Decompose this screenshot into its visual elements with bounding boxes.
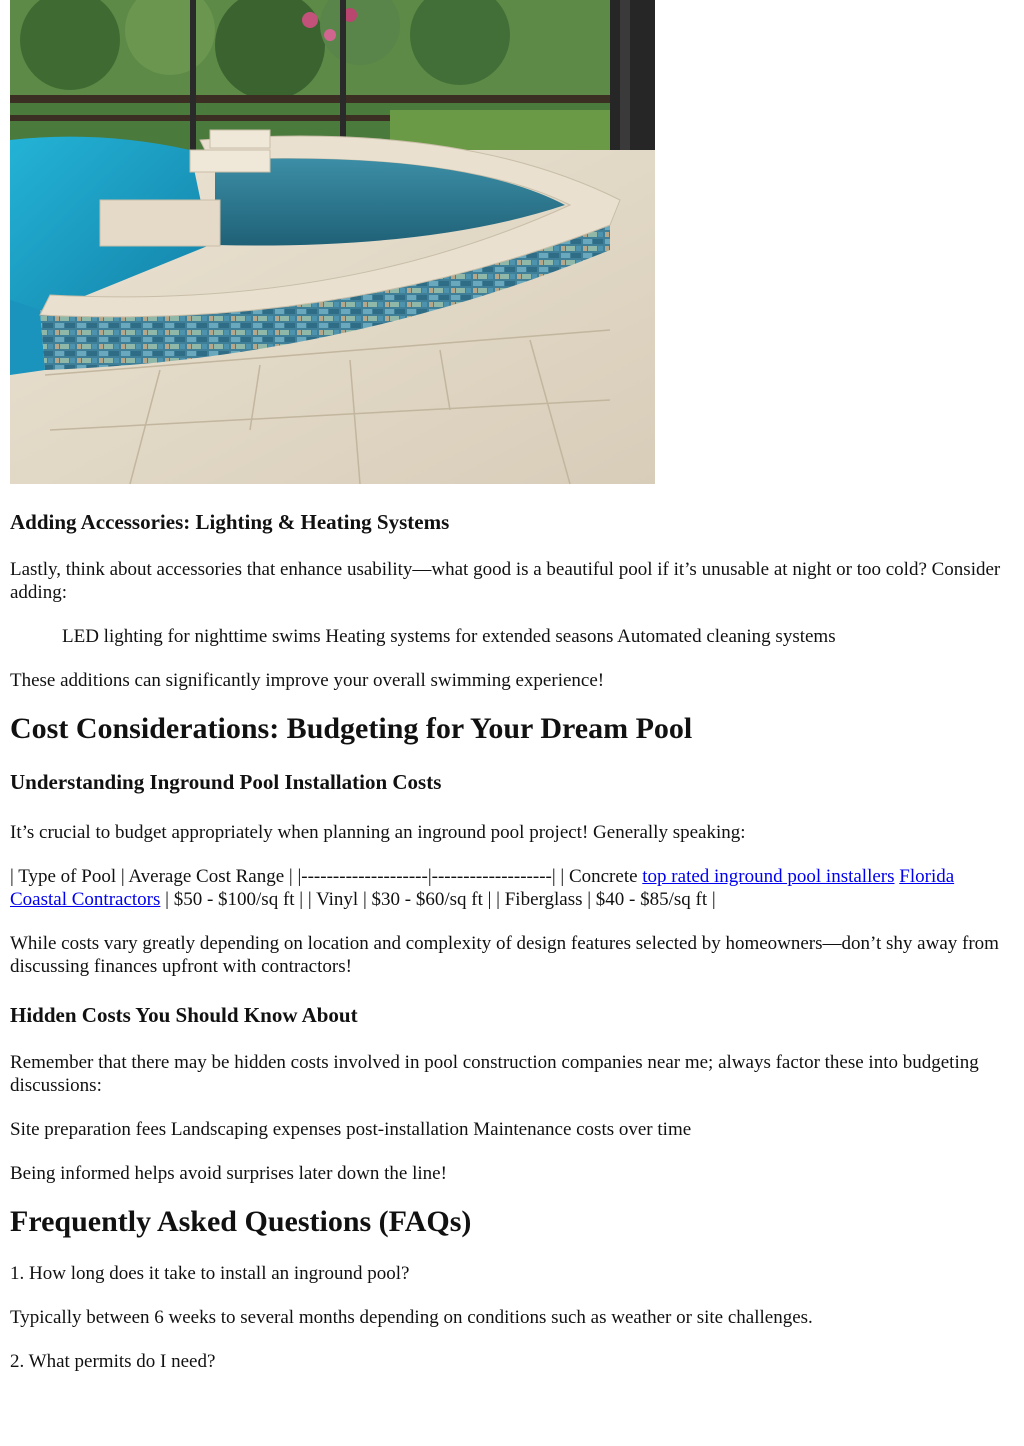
section-heading-hidden-costs: Hidden Costs You Should Know About [10, 1003, 358, 1027]
section-title-cost: Cost Considerations: Budgeting for Your Dream Pool [10, 712, 693, 745]
paragraph-hidden-closing: Being informed helps avoid surprises later down the line! [10, 1163, 447, 1184]
link-top-rated-installers[interactable]: top rated inground pool installers [642, 866, 895, 887]
faq-question-1: 1. How long does it take to install an inground pool? [10, 1263, 410, 1284]
article-page [10, 0, 1014, 1373]
link-florida-coastal-contractors[interactable]: Florida Coastal Contractors [10, 866, 955, 910]
list-hidden-costs: Site preparation fees Landscaping expenses post-installation Maintenance costs over time [10, 1119, 692, 1140]
list-accessories: LED lighting for nighttime swims Heating systems for extended seasons Automated cleaning systems [62, 626, 836, 647]
cost-table-text-start: | Type of Pool | Average Cost Range | |--------------------|-------------------| | Concrete [10, 866, 643, 887]
section-title-faq: Frequently Asked Questions (FAQs) [10, 1205, 472, 1238]
section-heading-accessories: Adding Accessories: Lighting & Heating Systems [10, 510, 450, 534]
paragraph-costs-vary: While costs vary greatly depending on location and complexity of design features selected by homeowners—don’t shy away from discussing finances upfront with contractors! [10, 933, 999, 977]
paragraph-hidden-intro: Remember that there may be hidden costs involved in pool construction companies near me; always factor these into budgeting discussions: [10, 1052, 979, 1096]
pool-spa-photo [10, 0, 655, 484]
paragraph-accessories-closing: These additions can significantly improve your overall swimming experience! [10, 670, 605, 691]
cost-table-text-end: | $50 - $100/sq ft | | Vinyl | $30 - $60/sq ft | | Fiberglass | $40 - $85/sq ft | [160, 889, 716, 910]
paragraph-budget-intro: It’s crucial to budget appropriately when planning an inground pool project! Generally speaking: [10, 822, 746, 843]
faq-answer-1: Typically between 6 weeks to several months depending on conditions such as weather or site challenges. [10, 1307, 813, 1328]
paragraph-cost-table [10, 865, 1014, 911]
paragraph-accessories-intro: Lastly, think about accessories that enhance usability—what good is a beautiful pool if it’s unusable at night or too cold? Consider adding: [10, 559, 1001, 603]
section-heading-installation-costs: Understanding Inground Pool Installation Costs [10, 770, 442, 794]
faq-question-2: 2. What permits do I need? [10, 1351, 216, 1372]
